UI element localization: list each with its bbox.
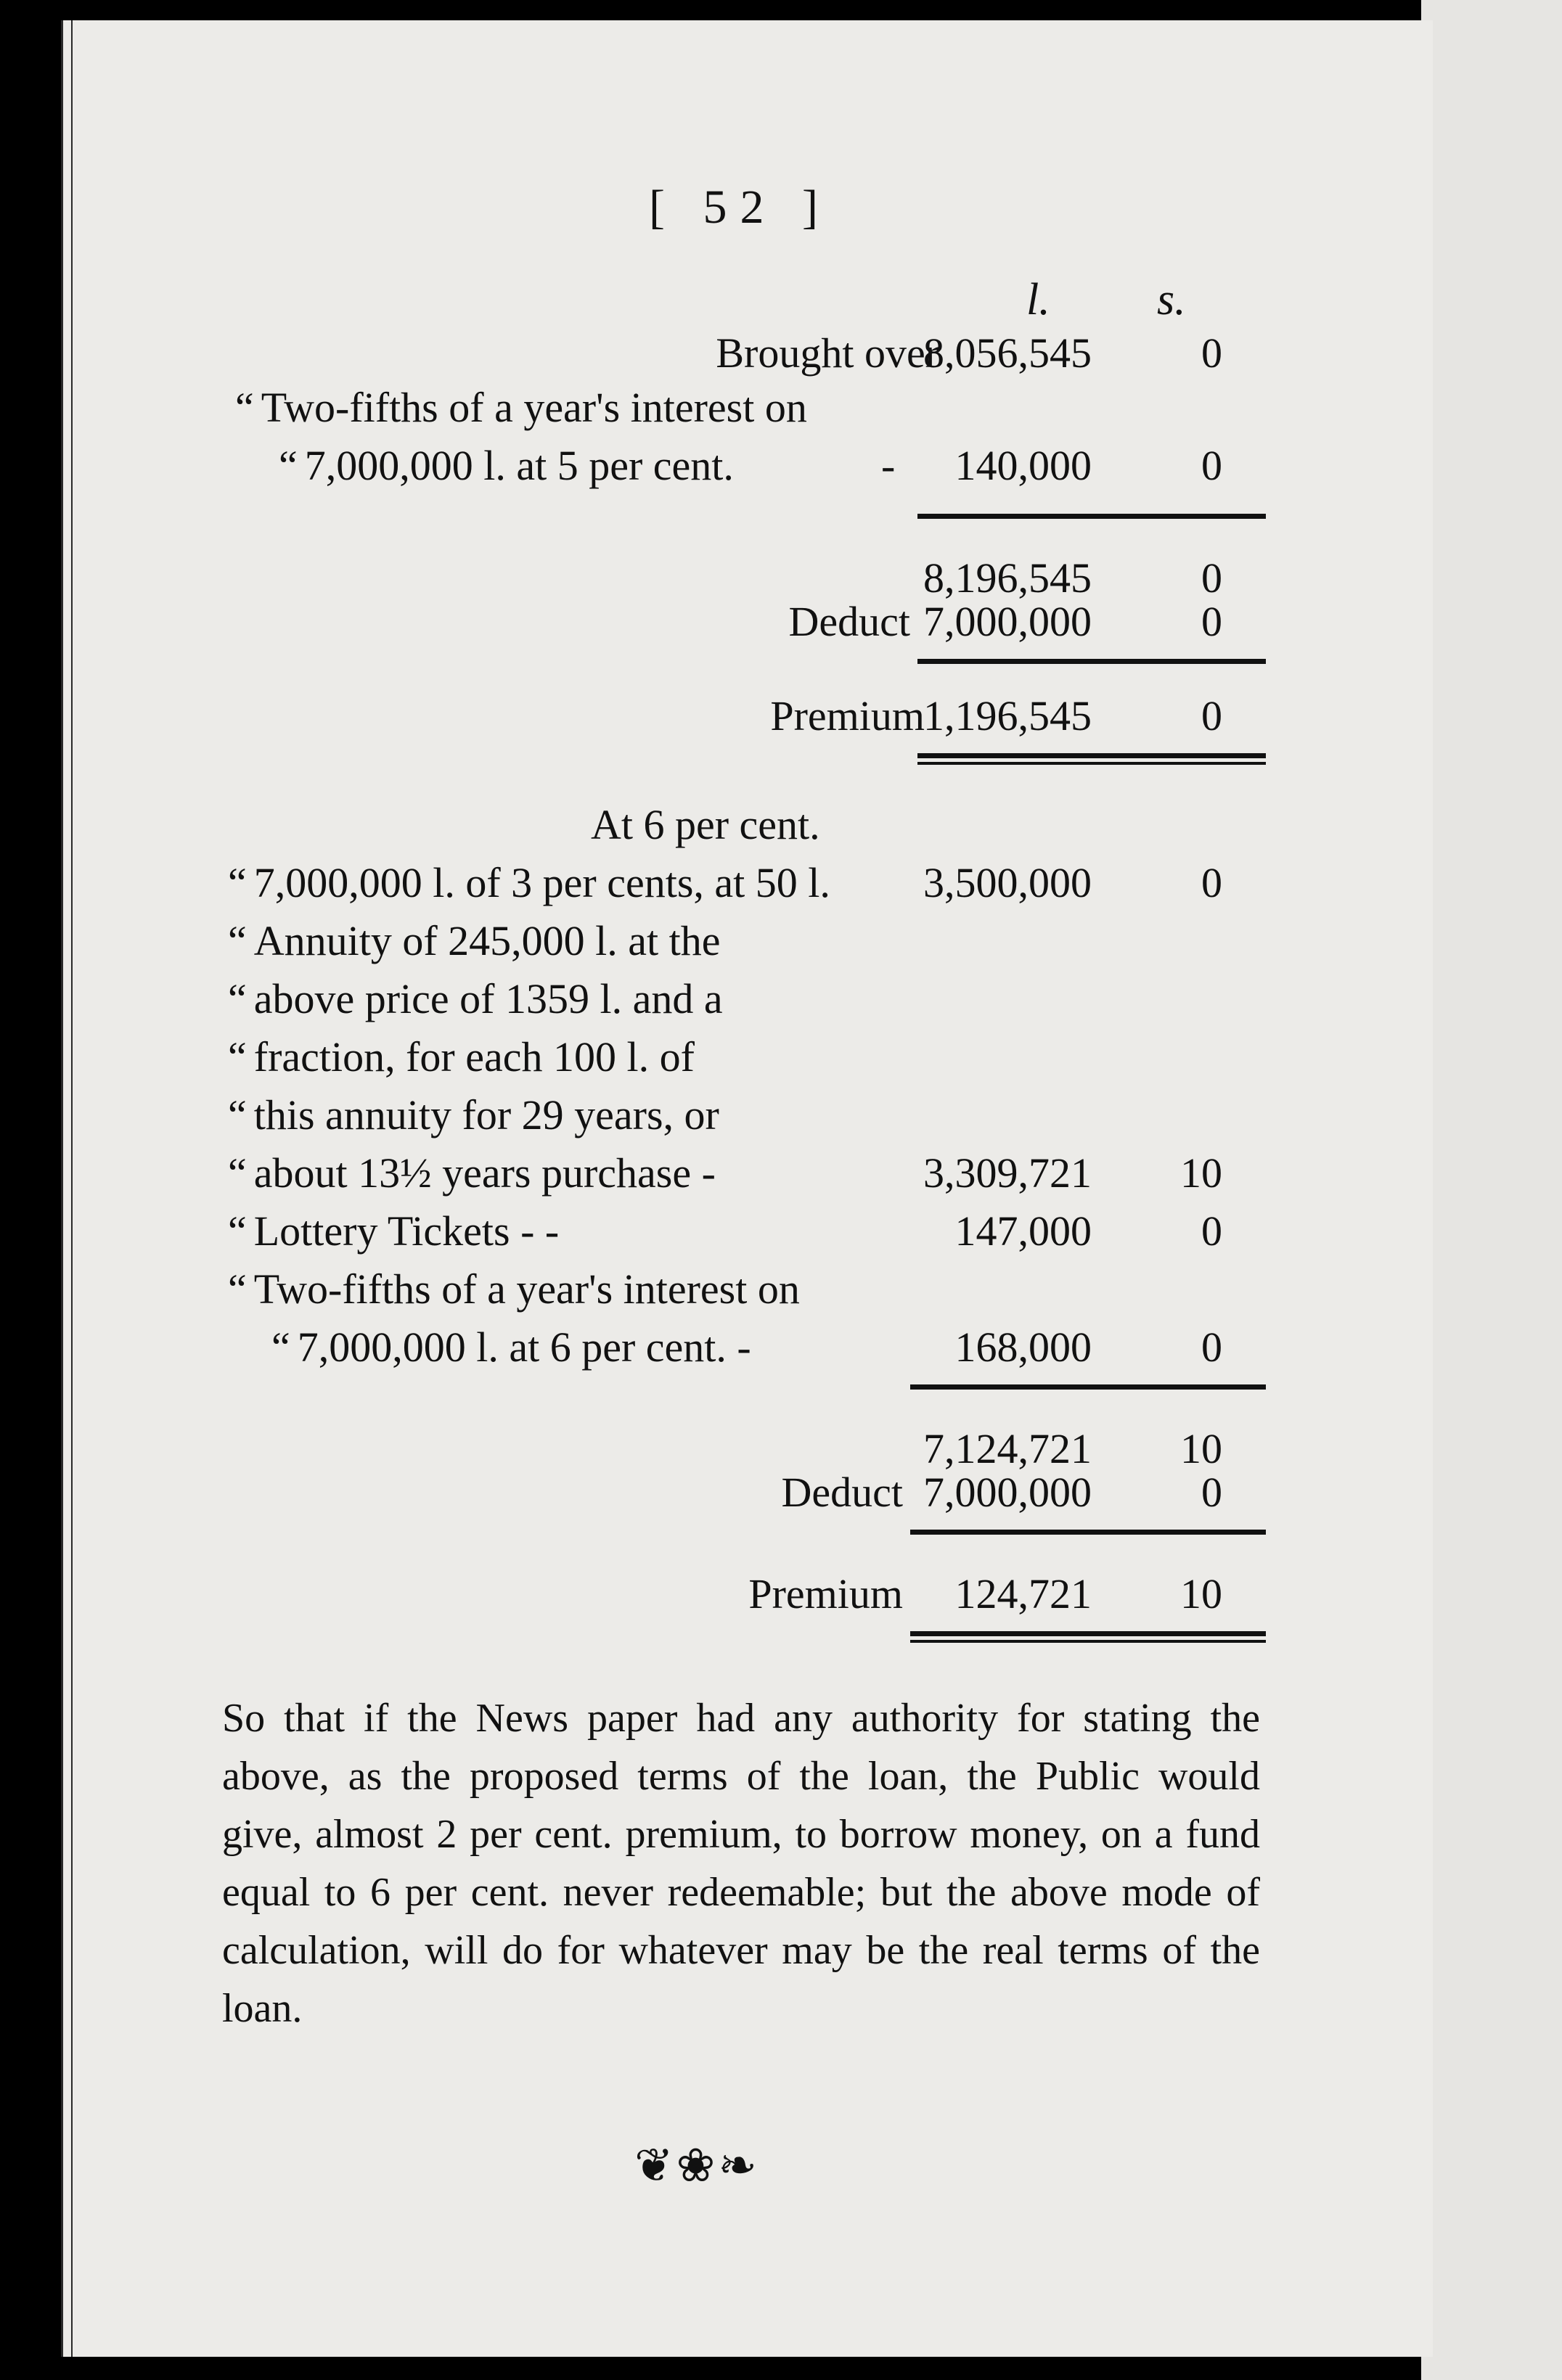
interest-line-1: “ Two-fifths of a year's interest on: [235, 384, 807, 431]
total-pounds: 8,196,545: [923, 554, 1092, 602]
row-4: “ fraction, for each 100 l. of: [228, 1033, 695, 1080]
row-6-pounds: 3,309,721: [923, 1149, 1092, 1197]
row-1-shillings: 0: [1201, 859, 1222, 906]
total-shillings: 10: [1180, 1425, 1222, 1472]
row-1: “ 7,000,000 l. of 3 per cents, at 50 l.: [228, 859, 830, 906]
gutter-line: [61, 20, 63, 2357]
deduct-label: Deduct: [788, 598, 910, 645]
brought-over-label: Brought over: [716, 329, 939, 377]
deduct-pounds: 7,000,000: [923, 598, 1092, 645]
premium-shillings: 0: [1201, 692, 1222, 739]
premium-pounds: 1,196,545: [923, 692, 1092, 739]
premium-label: Premium: [748, 1570, 903, 1617]
deduct-pounds: 7,000,000: [923, 1469, 1092, 1516]
row-7: “ Lottery Tickets - -: [228, 1207, 560, 1255]
total-shillings: 0: [1201, 554, 1222, 602]
row-6-shillings: 10: [1180, 1149, 1222, 1197]
interest-line-2: “ 7,000,000 l. at 5 per cent.: [279, 442, 734, 489]
double-rule: [917, 762, 1266, 765]
double-rule: [917, 753, 1266, 758]
book-page: [61, 20, 1433, 2357]
brought-over-pounds: 8,056,545: [923, 329, 1092, 377]
total-pounds: 7,124,721: [923, 1425, 1092, 1472]
premium-label: Premium: [770, 692, 925, 739]
deduct-shillings: 0: [1201, 598, 1222, 645]
row-5: “ this annuity for 29 years, or: [228, 1091, 719, 1138]
row-7-shillings: 0: [1201, 1207, 1222, 1255]
row-1-pounds: 3,500,000: [923, 859, 1092, 906]
sum-rule: [910, 1384, 1266, 1390]
sum-rule: [910, 1530, 1266, 1535]
row-7-pounds: 147,000: [954, 1207, 1092, 1255]
ornament-icon: ❦❀❧: [634, 2140, 760, 2191]
double-rule: [910, 1640, 1266, 1643]
premium-shillings: 10: [1180, 1570, 1222, 1617]
leader-dash: -: [881, 442, 896, 489]
adjacent-page-edge: [1421, 0, 1562, 2380]
section-heading: At 6 per cent.: [591, 801, 820, 848]
row-2: “ Annuity of 245,000 l. at the: [228, 917, 721, 964]
double-rule: [910, 1631, 1266, 1636]
closing-paragraph: So that if the News paper had any authority for stating the above, as the proposed terms of the loan, the Public would give, almost 2 per cent. premium, to borrow money, on a fund equal to 6 per cent. never redeemable; but the above mode of calculation, will do for whatever may be the real terms of the loan.: [222, 1696, 1260, 2031]
row-6: “ about 13½ years purchase -: [228, 1149, 716, 1197]
row-9-pounds: 168,000: [954, 1324, 1092, 1371]
interest-shillings: 0: [1201, 442, 1222, 489]
pounds-column-header: l.: [1026, 275, 1050, 324]
deduct-label: Deduct: [781, 1469, 903, 1516]
sum-rule: [917, 659, 1266, 664]
interest-pounds: 140,000: [954, 442, 1092, 489]
row-3: “ above price of 1359 l. and a: [228, 975, 723, 1022]
premium-pounds: 124,721: [954, 1570, 1092, 1617]
page-number: [ 52 ]: [649, 181, 831, 234]
row-8: “ Two-fifths of a year's interest on: [228, 1265, 800, 1313]
deduct-shillings: 0: [1201, 1469, 1222, 1516]
row-9-shillings: 0: [1201, 1324, 1222, 1371]
shillings-column-header: s.: [1157, 275, 1186, 324]
row-9: “ 7,000,000 l. at 6 per cent. -: [271, 1324, 751, 1371]
sum-rule: [917, 514, 1266, 519]
gutter-line: [71, 20, 73, 2357]
brought-over-shillings: 0: [1201, 329, 1222, 377]
